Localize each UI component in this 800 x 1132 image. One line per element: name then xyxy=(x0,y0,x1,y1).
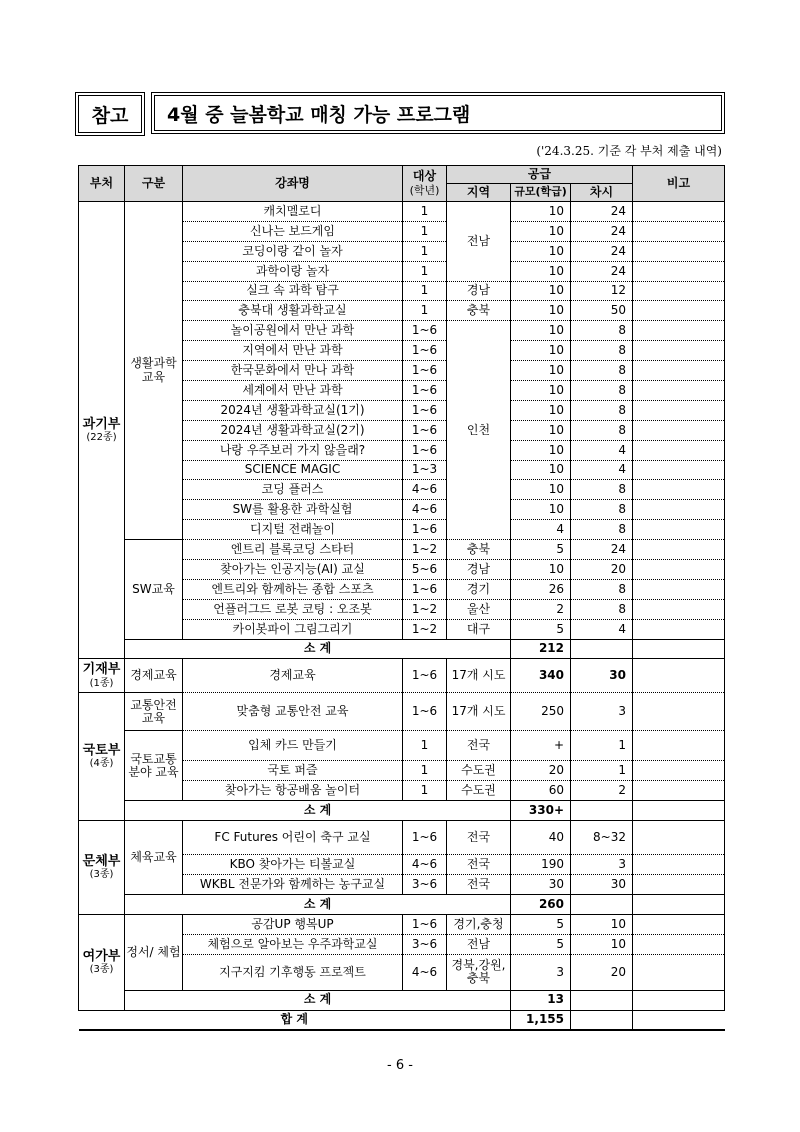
region: 경북,강원, 충북 xyxy=(447,954,511,990)
scale: 5 xyxy=(511,914,571,934)
page-number: - 6 - xyxy=(387,1058,413,1073)
sessions: 8 xyxy=(571,420,633,440)
sessions: 24 xyxy=(571,261,633,281)
target-grade: 1~6 xyxy=(403,381,447,401)
target-grade: 4~6 xyxy=(403,500,447,520)
scale: + xyxy=(511,731,571,761)
scale: 10 xyxy=(511,281,571,301)
note-cell xyxy=(633,619,725,639)
scale: 10 xyxy=(511,361,571,381)
col-region: 지역 xyxy=(447,184,511,202)
dept-count: (4종) xyxy=(89,758,114,770)
scale: 40 xyxy=(511,821,571,855)
sessions: 3 xyxy=(571,693,633,731)
sessions: 10 xyxy=(571,934,633,954)
note-cell xyxy=(633,560,725,580)
region: 충북 xyxy=(447,540,511,560)
course-name: 신나는 보드게임 xyxy=(183,221,403,241)
sessions: 4 xyxy=(571,460,633,480)
note-cell xyxy=(633,500,725,520)
table-row xyxy=(79,693,725,731)
sessions: 30 xyxy=(571,875,633,895)
target-grade: 1~6 xyxy=(403,361,447,381)
region: 전국 xyxy=(447,855,511,875)
sessions: 24 xyxy=(571,202,633,222)
target-grade: 1 xyxy=(403,221,447,241)
subtotal-sessions xyxy=(571,990,633,1010)
target-grade: 1 xyxy=(403,202,447,222)
dept-name: 과기부 xyxy=(82,416,121,432)
scale: 5 xyxy=(511,934,571,954)
region: 충북 xyxy=(447,301,511,321)
scale: 10 xyxy=(511,400,571,420)
region: 경기,충청 xyxy=(447,914,511,934)
category-cell: 국토교통 분야 교육 xyxy=(125,731,183,801)
course-name: 디지털 전래놀이 xyxy=(183,520,403,540)
note-cell xyxy=(633,381,725,401)
note-cell xyxy=(633,480,725,500)
dept-cell xyxy=(79,202,125,659)
course-name: 코딩이랑 같이 놀자 xyxy=(183,241,403,261)
scale: 3 xyxy=(511,954,571,990)
region: 경남 xyxy=(447,281,511,301)
note-cell xyxy=(633,241,725,261)
course-name: 엔트리와 함께하는 종합 스포츠 xyxy=(183,579,403,599)
scale: 10 xyxy=(511,321,571,341)
note-cell xyxy=(633,914,725,934)
category-cell: 정서/ 체험 xyxy=(125,914,183,990)
sessions: 12 xyxy=(571,281,633,301)
sessions: 8~32 xyxy=(571,821,633,855)
sessions: 2 xyxy=(571,781,633,801)
total-label: 합 계 xyxy=(79,1010,511,1030)
course-name: 과학이랑 놀자 xyxy=(183,261,403,281)
note-cell xyxy=(633,440,725,460)
course-name: 언플러그드 로봇 코팅 : 오조봇 xyxy=(183,599,403,619)
scale: 5 xyxy=(511,540,571,560)
note-cell xyxy=(633,821,725,855)
note-cell xyxy=(633,261,725,281)
category-cell: 생활과학 교육 xyxy=(125,202,183,540)
dept-name: 기재부 xyxy=(82,662,121,678)
table-row xyxy=(79,914,725,934)
col-category: 구분 xyxy=(125,166,183,202)
sessions: 20 xyxy=(571,560,633,580)
scale: 10 xyxy=(511,221,571,241)
sessions: 3 xyxy=(571,855,633,875)
scale: 10 xyxy=(511,261,571,281)
col-sessions: 차시 xyxy=(571,184,633,202)
region: 수도권 xyxy=(447,781,511,801)
course-name: FC Futures 어린이 축구 교실 xyxy=(183,821,403,855)
course-name: 충북대 생활과학교실 xyxy=(183,301,403,321)
subtotal-row xyxy=(79,801,725,821)
doc-title: 4월 중 늘봄학교 매칭 가능 프로그램 xyxy=(154,95,722,131)
note-cell xyxy=(633,361,725,381)
scale: 5 xyxy=(511,619,571,639)
target-grade: 1 xyxy=(403,761,447,781)
category-cell: 경제교육 xyxy=(125,659,183,693)
dept-count: (1종) xyxy=(89,677,114,689)
col-dept: 부처 xyxy=(79,166,125,202)
sessions: 8 xyxy=(571,599,633,619)
program-table xyxy=(78,165,725,1031)
target-grade: 1~2 xyxy=(403,619,447,639)
note-cell xyxy=(633,934,725,954)
subtotal-label: 소 계 xyxy=(125,894,511,914)
subtotal-value: 212 xyxy=(511,639,571,659)
target-grade: 1 xyxy=(403,781,447,801)
note-cell xyxy=(633,875,725,895)
scale: 2 xyxy=(511,599,571,619)
note-cell xyxy=(633,599,725,619)
course-name: 경제교육 xyxy=(183,659,403,693)
target-grade: 3~6 xyxy=(403,934,447,954)
sessions: 24 xyxy=(571,540,633,560)
note-cell xyxy=(633,954,725,990)
sessions: 24 xyxy=(571,221,633,241)
target-grade: 4~6 xyxy=(403,855,447,875)
region: 울산 xyxy=(447,599,511,619)
course-name: SW를 활용한 과학실험 xyxy=(183,500,403,520)
sessions: 8 xyxy=(571,520,633,540)
scale: 4 xyxy=(511,520,571,540)
scale: 10 xyxy=(511,420,571,440)
note-cell xyxy=(633,400,725,420)
region: 수도권 xyxy=(447,761,511,781)
target-grade: 1~6 xyxy=(403,520,447,540)
target-grade: 1 xyxy=(403,261,447,281)
region: 전국 xyxy=(447,875,511,895)
note-cell xyxy=(633,659,725,693)
course-name: 지역에서 만난 과학 xyxy=(183,341,403,361)
course-name: KBO 찾아가는 티볼교실 xyxy=(183,855,403,875)
course-name: 체험으로 알아보는 우주과학교실 xyxy=(183,934,403,954)
scale: 10 xyxy=(511,301,571,321)
dept-count: (22종) xyxy=(86,431,117,443)
subtotal-note xyxy=(633,894,725,914)
note-cell xyxy=(633,731,725,761)
note-cell xyxy=(633,855,725,875)
table-row xyxy=(79,659,725,693)
subtotal-row xyxy=(79,894,725,914)
target-grade: 1~6 xyxy=(403,341,447,361)
category-cell: 교통안전 교육 xyxy=(125,693,183,731)
category-cell: 체육교육 xyxy=(125,821,183,895)
total-note xyxy=(633,1010,725,1030)
target-grade: 5~6 xyxy=(403,560,447,580)
scale: 190 xyxy=(511,855,571,875)
sessions: 8 xyxy=(571,400,633,420)
course-name: 입체 카드 만들기 xyxy=(183,731,403,761)
course-name: 맞춤형 교통안전 교육 xyxy=(183,693,403,731)
sessions: 30 xyxy=(571,659,633,693)
scale: 10 xyxy=(511,440,571,460)
sessions: 1 xyxy=(571,731,633,761)
subtotal-sessions xyxy=(571,801,633,821)
course-name: 코딩 플러스 xyxy=(183,480,403,500)
course-name: 2024년 생활과학교실(1기) xyxy=(183,400,403,420)
region: 경남 xyxy=(447,560,511,580)
total-value: 1,155 xyxy=(511,1010,571,1030)
col-supply: 공급 xyxy=(447,166,633,184)
dept-count: (3종) xyxy=(89,869,114,881)
target-grade: 1~6 xyxy=(403,914,447,934)
subtotal-label: 소 계 xyxy=(125,639,511,659)
scale: 340 xyxy=(511,659,571,693)
note-cell xyxy=(633,693,725,731)
course-name: SCIENCE MAGIC xyxy=(183,460,403,480)
subtotal-label: 소 계 xyxy=(125,801,511,821)
note-cell xyxy=(633,540,725,560)
scale: 10 xyxy=(511,381,571,401)
note-cell xyxy=(633,281,725,301)
course-name: 찾아가는 항공배움 놀이터 xyxy=(183,781,403,801)
subtotal-note xyxy=(633,801,725,821)
scale: 10 xyxy=(511,500,571,520)
col-target: 대상 (학년) xyxy=(403,166,447,202)
table-row xyxy=(79,540,725,560)
region: 전남 xyxy=(447,934,511,954)
region: 대구 xyxy=(447,619,511,639)
dept-cell xyxy=(79,693,125,821)
dept-name: 문체부 xyxy=(82,853,121,869)
course-name: 놀이공원에서 만난 과학 xyxy=(183,321,403,341)
target-grade: 1~6 xyxy=(403,440,447,460)
note-cell xyxy=(633,761,725,781)
note-cell xyxy=(633,221,725,241)
subtotal-sessions xyxy=(571,894,633,914)
dept-name: 여가부 xyxy=(82,948,121,964)
note-cell xyxy=(633,579,725,599)
note-cell xyxy=(633,460,725,480)
course-name: 국토 퍼즐 xyxy=(183,761,403,781)
sessions: 24 xyxy=(571,241,633,261)
sessions: 8 xyxy=(571,361,633,381)
note-cell xyxy=(633,781,725,801)
table-row xyxy=(79,202,725,222)
sessions: 20 xyxy=(571,954,633,990)
doc-header xyxy=(78,95,724,133)
course-name: WKBL 전문가와 함께하는 농구교실 xyxy=(183,875,403,895)
course-name: 공감UP 행복UP xyxy=(183,914,403,934)
note-cell xyxy=(633,341,725,361)
note-cell xyxy=(633,321,725,341)
subtotal-note xyxy=(633,639,725,659)
region: 전국 xyxy=(447,731,511,761)
total-row xyxy=(79,1010,725,1030)
course-name: 2024년 생활과학교실(2기) xyxy=(183,420,403,440)
date-note: ('24.3.25. 기준 각 부처 제출 내역) xyxy=(536,144,722,158)
region: 경기 xyxy=(447,579,511,599)
scale: 26 xyxy=(511,579,571,599)
target-grade: 1~6 xyxy=(403,659,447,693)
dept-cell xyxy=(79,821,125,915)
subtotal-note xyxy=(633,990,725,1010)
note-cell xyxy=(633,520,725,540)
target-grade: 1~6 xyxy=(403,400,447,420)
sessions: 4 xyxy=(571,619,633,639)
table-row xyxy=(79,731,725,761)
course-name: 캐치멜로디 xyxy=(183,202,403,222)
target-grade: 1~2 xyxy=(403,599,447,619)
col-scale: 규모(학급) xyxy=(511,184,571,202)
region: 17개 시도 xyxy=(447,659,511,693)
scale: 10 xyxy=(511,460,571,480)
subtotal-label: 소 계 xyxy=(125,990,511,1010)
scale: 10 xyxy=(511,241,571,261)
scale: 20 xyxy=(511,761,571,781)
target-grade: 1 xyxy=(403,241,447,261)
reference-tag: 참고 xyxy=(78,95,142,133)
sessions: 8 xyxy=(571,321,633,341)
course-name: 찾아가는 인공지능(AI) 교실 xyxy=(183,560,403,580)
target-grade: 1~3 xyxy=(403,460,447,480)
target-grade: 1 xyxy=(403,301,447,321)
scale: 10 xyxy=(511,480,571,500)
scale: 30 xyxy=(511,875,571,895)
subtotal-value: 260 xyxy=(511,894,571,914)
course-name: 실크 속 과학 탐구 xyxy=(183,281,403,301)
course-name: 엔트리 블록코딩 스타터 xyxy=(183,540,403,560)
dept-count: (3종) xyxy=(89,963,114,975)
sessions: 10 xyxy=(571,914,633,934)
course-name: 나랑 우주보러 가지 않을래? xyxy=(183,440,403,460)
scale: 250 xyxy=(511,693,571,731)
scale: 60 xyxy=(511,781,571,801)
subtotal-value: 13 xyxy=(511,990,571,1010)
sessions: 50 xyxy=(571,301,633,321)
dept-cell xyxy=(79,659,125,693)
sessions: 8 xyxy=(571,341,633,361)
total-sessions xyxy=(571,1010,633,1030)
subtotal-row xyxy=(79,990,725,1010)
note-cell xyxy=(633,420,725,440)
category-cell: SW교육 xyxy=(125,540,183,639)
table-row xyxy=(79,821,725,855)
target-grade: 1 xyxy=(403,281,447,301)
target-grade: 3~6 xyxy=(403,875,447,895)
sessions: 8 xyxy=(571,579,633,599)
sessions: 8 xyxy=(571,480,633,500)
scale: 10 xyxy=(511,341,571,361)
target-grade: 1~2 xyxy=(403,540,447,560)
note-cell xyxy=(633,301,725,321)
course-name: 한국문화에서 만나 과학 xyxy=(183,361,403,381)
subtotal-value: 330+ xyxy=(511,801,571,821)
note-cell xyxy=(633,202,725,222)
target-grade: 4~6 xyxy=(403,954,447,990)
target-grade: 1 xyxy=(403,731,447,761)
sessions: 8 xyxy=(571,381,633,401)
region: 17개 시도 xyxy=(447,693,511,731)
dept-cell xyxy=(79,914,125,1010)
target-grade: 1~6 xyxy=(403,579,447,599)
target-grade: 1~6 xyxy=(403,321,447,341)
target-grade: 1~6 xyxy=(403,420,447,440)
target-grade: 1~6 xyxy=(403,821,447,855)
sessions: 8 xyxy=(571,500,633,520)
sessions: 1 xyxy=(571,761,633,781)
target-grade: 4~6 xyxy=(403,480,447,500)
course-name: 세계에서 만난 과학 xyxy=(183,381,403,401)
region: 전남 xyxy=(447,202,511,282)
course-name: 카이봇파이 그림그리기 xyxy=(183,619,403,639)
sessions: 4 xyxy=(571,440,633,460)
region: 인천 xyxy=(447,321,511,540)
course-name: 지구지킴 기후행동 프로젝트 xyxy=(183,954,403,990)
subtotal-sessions xyxy=(571,639,633,659)
scale: 10 xyxy=(511,560,571,580)
subtotal-row xyxy=(79,639,725,659)
scale: 10 xyxy=(511,202,571,222)
dept-name: 국토부 xyxy=(82,743,121,759)
region: 전국 xyxy=(447,821,511,855)
col-note: 비고 xyxy=(633,166,725,202)
target-grade: 1~6 xyxy=(403,693,447,731)
col-course: 강좌명 xyxy=(183,166,403,202)
